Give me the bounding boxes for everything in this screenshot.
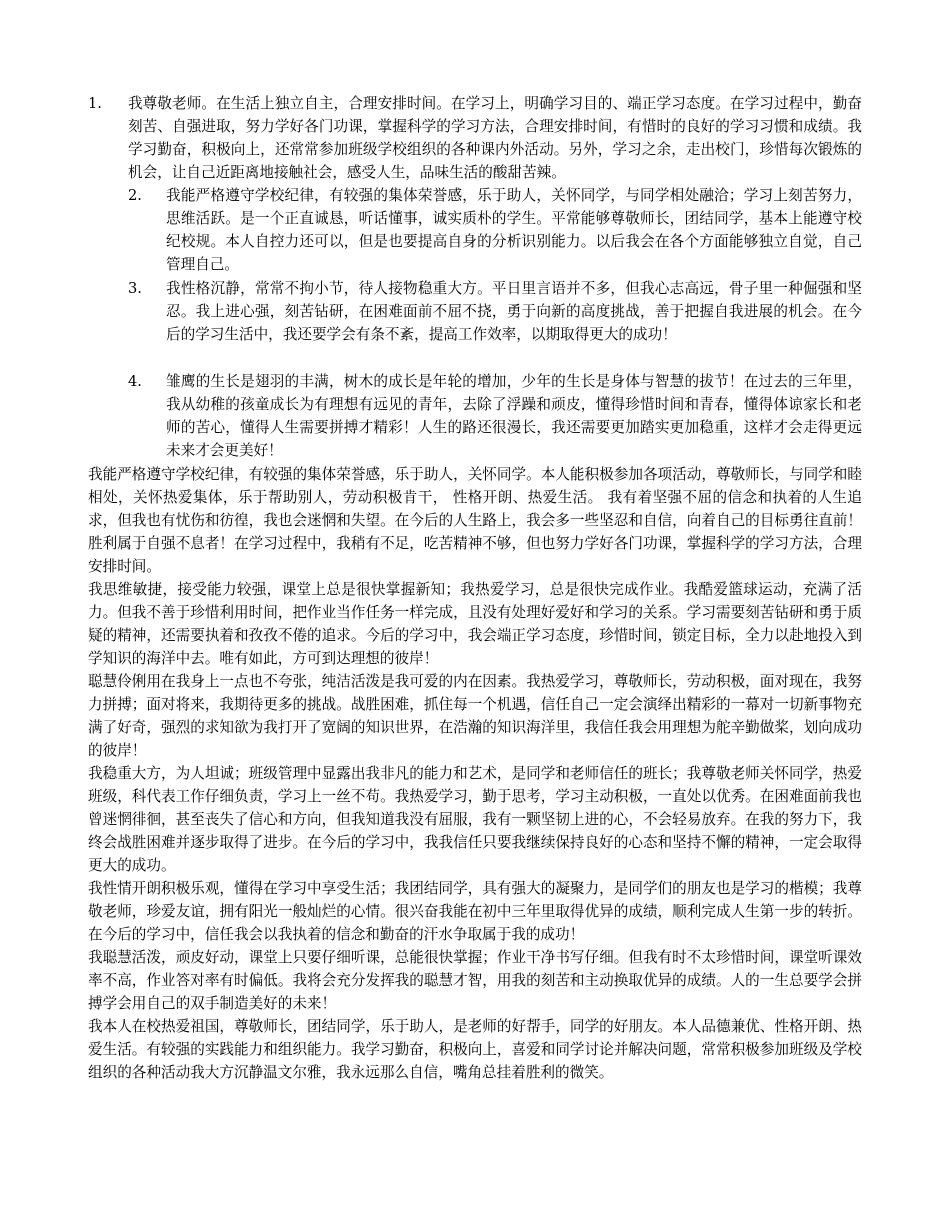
- item-number: 2.: [128, 187, 142, 204]
- item-number: 4.: [128, 373, 142, 390]
- numbered-item-4: [128, 370, 862, 462]
- paragraph-2: 我思维敏捷，接受能力较强，课堂上总是很快掌握新知；我热爱学习，总是很快完成作业。我酷爱篮球运动，充满了活力。但我不善于珍惜利用时间，把作业当作任务一样完成，且没有处理好爱好和学习的关系。学习需要刻苦钻研和勇于质疑的精神，还需要执着和孜孜不倦的追求。今后的学习中，我会端正学习态度，珍惜时间，锁定目标，全力以赴地投入到学知识的海洋中去。唯有如此，方可到达理想的彼岸！: [88, 581, 862, 667]
- paragraph-5: 我性情开朗积极乐观，懂得在学习中享受生活；我团结同学，具有强大的凝聚力，是同学们的朋友也是学习的楷模；我尊敬老师，珍爱友谊，拥有阳光一般灿烂的心情。很兴奋我能在初中三年里取得优异的成绩，顺利完成人生第一步的转折。在今后的学习中，信任我会以我执着的信念和勤奋的汗水争取属于我的成功！: [88, 880, 862, 943]
- paragraph-6: 我聪慧活泼，顽皮好动，课堂上只要仔细听课，总能很快掌握；作业干净书写仔细。但我有时不太珍惜时间，课堂听课效率不高，作业答对率有时偏低。我将会充分发挥我的聪慧才智，用我的刻苦和主动换取优异的成绩。人的一生总要学会拼搏学会用自己的双手制造美好的未来！: [88, 949, 862, 1012]
- item-text: 我性格沉静，常常不拘小节，待人接物稳重大方。平日里言语并不多，但我心志高远，骨子里一种倔强和坚忍。我上进心强，刻苦钻研，在困难面前不屈不挠，勇于向新的高度挑战，善于把握自我进展的机会。在今后的学习生活中，我还要学会有条不紊，提高工作效率，以期取得更大的成功！: [166, 280, 862, 343]
- numbered-item-1: [88, 92, 862, 184]
- item-text: 我能严格遵守学校纪律，有较强的集体荣誉感，乐于助人，关怀同学，与同学相处融洽；学习上刻苦努力，思维活跃。是一个正直诚恳，听话懂事，诚实质朴的学生。平常能够尊敬师长，团结同学，基本上能遵守校纪校规。本人自控力还可以，但是也要提高自身的分析识别能力。以后我会在各个方面能够独立自觉，自己管理自己。: [166, 187, 862, 273]
- numbered-item-2: [128, 184, 862, 276]
- item-text: 我尊敬老师。在生活上独立自主，合理安排时间。在学习上，明确学习目的、端正学习态度。在学习过程中，勤奋刻苦、自强进取，努力学好各门功课，掌握科学的学习方法，合理安排时间，有惜时的良好的学习习惯和成绩。我学习勤奋，积极向上，还常常参加班级学校组织的各种课内外活动。另外，学习之余，走出校门，珍惜每次锻炼的机会，让自己近距离地接触社会，感受人生，品味生活的酸甜苦辣。: [128, 95, 862, 181]
- body-paragraphs: [88, 463, 862, 1084]
- numbered-item-3: [128, 277, 862, 346]
- item-text: 雏鹰的生长是翅羽的丰满，树木的成长是年轮的增加，少年的生长是身体与智慧的拔节！在过去的三年里，我从幼稚的孩童成长为有理想有远见的青年，去除了浮躁和顽皮，懂得珍惜时间和青春，懂得体谅家长和老师的苦心，懂得人生需要拼搏才精彩！人生的路还很漫长，我还需要更加踏实更加稳重，这样才会走得更远未来才会更美好！: [166, 373, 862, 459]
- paragraph-1: 我能严格遵守学校纪律，有较强的集体荣誉感，乐于助人，关怀同学。本人能积极参加各项活动，尊敬师长，与同学和睦相处，关怀热爱集体，乐于帮助别人，劳动积极肯干， 性格开朗、热爱生活。 我有着坚强不屈的信念和执着的人生追求，但我也有忧伤和彷徨，我也会迷惘和失望。在今后的人生路上，我会多一些坚忍和自信，向着自己的目标勇往直前！胜利属于自强不息者！在学习过程中，我稍有不足，吃苦精神不够，但也努力学好各门功课，掌握科学的学习方法，合理安排时间。: [88, 466, 862, 575]
- paragraph-3: 聪慧伶俐用在我身上一点也不夸张，纯洁活泼是我可爱的内在因素。我热爱学习，尊敬师长，劳动积极，面对现在，我努力拼搏；面对将来，我期待更多的挑战。战胜困难，抓住每一个机遇，信任自己一定会演绎出精彩的一幕对一切新事物充满了好奇，强烈的求知欲为我打开了宽阔的知识世界，在浩瀚的知识海洋里，我信任我会用理想为舵辛勤做桨，划向成功的彼岸！: [88, 673, 862, 759]
- paragraph-4: 我稳重大方，为人坦诚；班级管理中显露出我非凡的能力和艺术，是同学和老师信任的班长；我尊敬老师关怀同学，热爱班级，科代表工作仔细负责，学习上一丝不苟。我热爱学习，勤于思考，学习主动积极，一直处以优秀。在困难面前我也曾迷惘徘徊，甚至丧失了信心和方向，但我知道我没有屈服，我有一颗坚韧上进的心，不会轻易放弃。在我的努力下，我终会战胜困难并逐步取得了进步。在今后的学习中，我我信任只要我继续保持良好的心态和坚持不懈的精神，一定会取得更大的成功。: [88, 765, 862, 874]
- item-number: 1.: [88, 95, 102, 112]
- item-number: 3.: [128, 280, 142, 297]
- paragraph-7: 我本人在校热爱祖国，尊敬师长，团结同学，乐于助人，是老师的好帮手，同学的好朋友。本人品德兼优、性格开朗、热爱生活。有较强的实践能力和组织能力。我学习勤奋，积极向上，喜爱和同学讨论并解决问题，常常积极参加班级及学校组织的各种活动我大方沉静温文尔雅，我永远那么自信，嘴角总挂着胜利的微笑。: [88, 1018, 862, 1081]
